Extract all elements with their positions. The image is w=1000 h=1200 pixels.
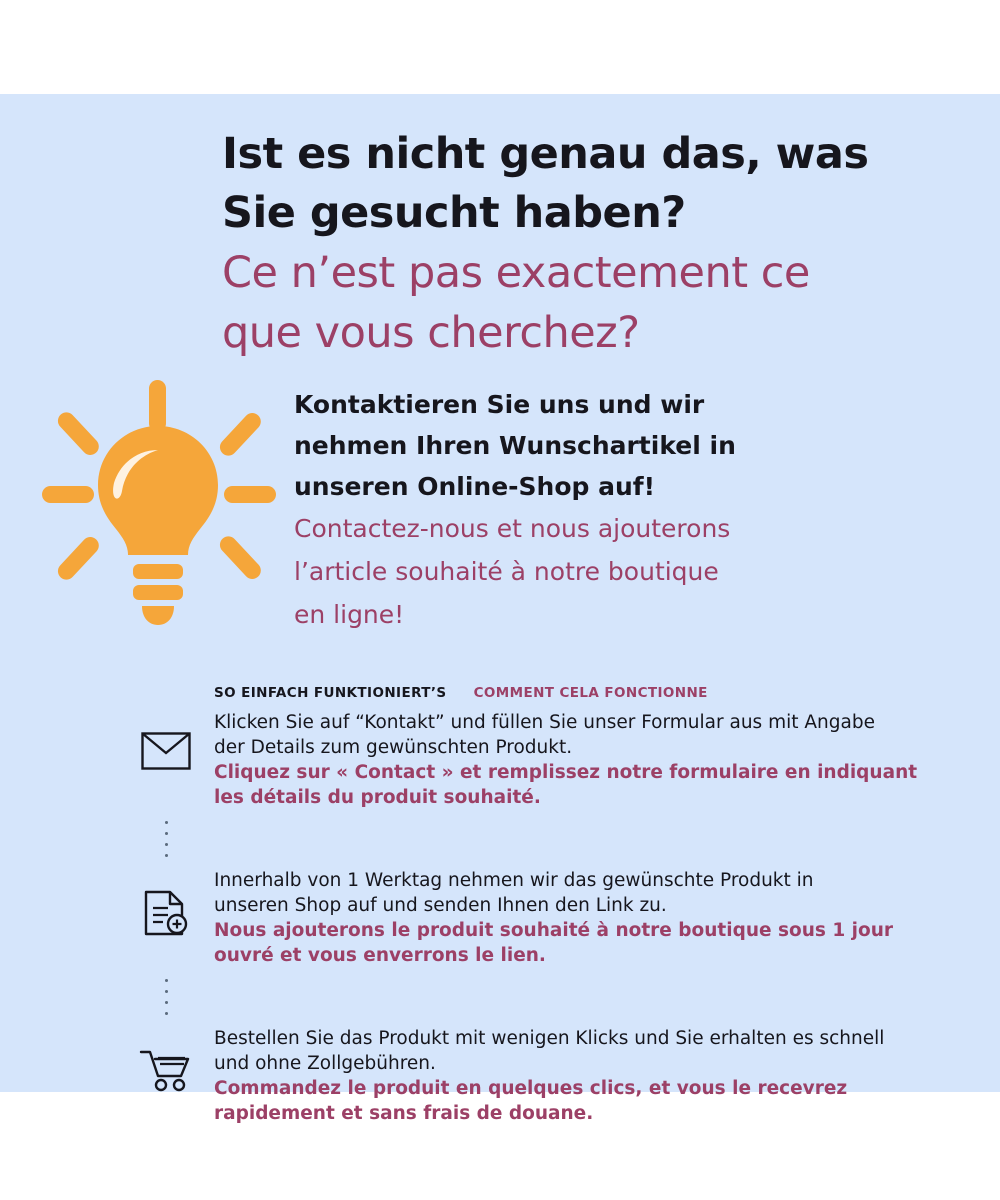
step2-de-line1: Innerhalb von 1 Werktag nehmen wir das gewünschte Produkt in bbox=[214, 870, 814, 891]
headline-de-line2: Sie gesucht haben? bbox=[222, 188, 686, 238]
headline-de-line1: Ist es nicht genau das, was bbox=[222, 129, 869, 179]
headline-fr-line2: que vous cherchez? bbox=[222, 308, 640, 358]
lead-fr-line3: en ligne! bbox=[294, 600, 405, 629]
step3-de-line1: Bestellen Sie das Produkt mit wenigen Klicks und Sie erhalten es schnell bbox=[214, 1028, 885, 1049]
step-text bbox=[214, 1026, 938, 1126]
page-title bbox=[222, 125, 922, 363]
steps-header bbox=[214, 682, 708, 701]
lightbulb-icon bbox=[36, 380, 281, 630]
step3-fr-line2: rapidement et sans frais de douane. bbox=[214, 1103, 594, 1124]
step2-fr-line2: ouvré et vous enverrons le lien. bbox=[214, 945, 546, 966]
step2-de-line2: unseren Shop auf und senden Ihnen den Link zu. bbox=[214, 895, 667, 916]
lead-de-line3: unseren Online-Shop auf! bbox=[294, 472, 656, 501]
step3-fr-line1: Commandez le produit en quelques clics, et vous le recevrez bbox=[214, 1078, 848, 1099]
step-text bbox=[214, 868, 938, 968]
step1-fr-line2: les détails du produit souhaité. bbox=[214, 787, 541, 808]
step1-fr-line1: Cliquez sur « Contact » et remplissez notre formulaire en indiquant bbox=[214, 762, 918, 783]
steps-header-fr: COMMENT CELA FONCTIONNE bbox=[473, 685, 708, 701]
lead-paragraph bbox=[294, 384, 894, 636]
dotted-connector-icon bbox=[118, 968, 214, 1026]
step-connector bbox=[118, 810, 938, 868]
lead-de-line1: Kontaktieren Sie uns und wir bbox=[294, 390, 705, 419]
list-item bbox=[118, 710, 938, 810]
dotted-connector-icon bbox=[118, 810, 214, 868]
step1-de-line2: der Details zum gewünschten Produkt. bbox=[214, 737, 573, 758]
shopping-cart-icon bbox=[118, 1026, 214, 1092]
list-item bbox=[118, 868, 938, 968]
envelope-icon bbox=[118, 710, 214, 770]
lead-fr-line1: Contactez-nous et nous ajouterons bbox=[294, 514, 731, 543]
document-add-icon bbox=[118, 868, 214, 936]
lead-fr-line2: l’article souhaité à notre boutique bbox=[294, 557, 719, 586]
steps-header-de: SO EINFACH FUNKTIONIERT’S bbox=[214, 685, 447, 701]
step-connector bbox=[118, 968, 938, 1026]
step-text bbox=[214, 710, 938, 810]
lead-de-line2: nehmen Ihren Wunschartikel in bbox=[294, 431, 736, 460]
headline-fr-line1: Ce n’est pas exactement ce bbox=[222, 248, 810, 298]
step3-de-line2: und ohne Zollgebühren. bbox=[214, 1053, 436, 1074]
step2-fr-line1: Nous ajouterons le produit souhaité à notre boutique sous 1 jour bbox=[214, 920, 893, 941]
steps-list bbox=[118, 710, 938, 1126]
list-item bbox=[118, 1026, 938, 1126]
step1-de-line1: Klicken Sie auf “Kontakt” und füllen Sie unser Formular aus mit Angabe bbox=[214, 712, 875, 733]
